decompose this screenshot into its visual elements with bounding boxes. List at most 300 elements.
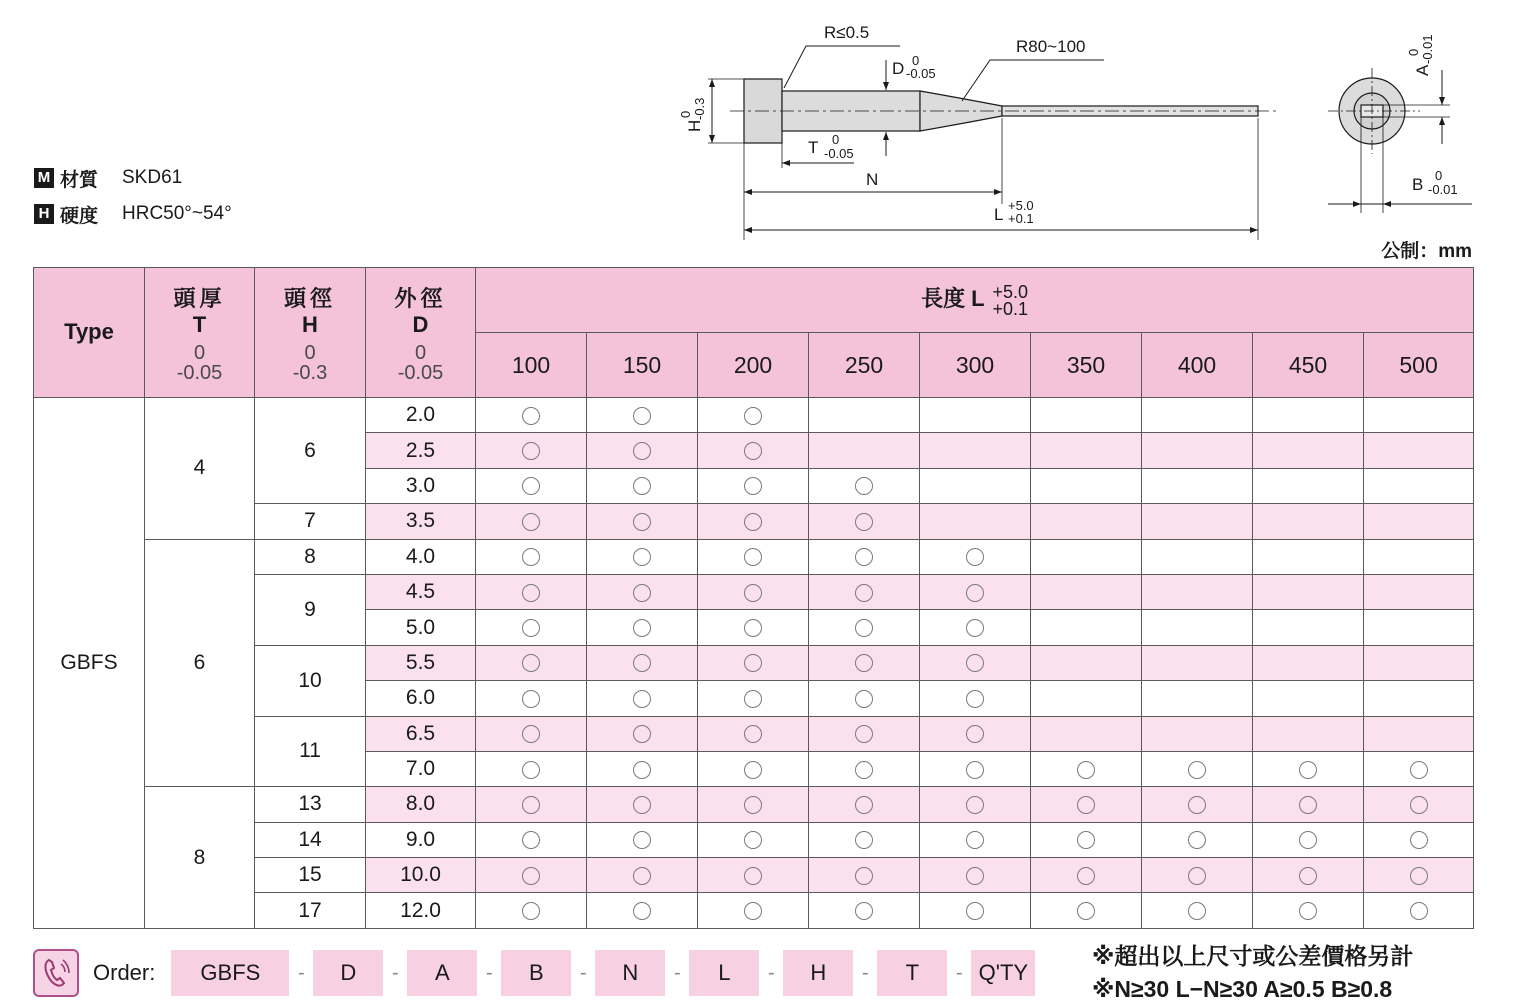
available-circle-icon — [744, 831, 762, 849]
availability-cell — [1253, 433, 1364, 468]
table-row — [34, 398, 1474, 433]
d-cell: 12.0 — [366, 893, 476, 928]
available-circle-icon — [633, 796, 651, 814]
d-header — [366, 268, 476, 398]
available-circle-icon — [633, 548, 651, 566]
d-cell: 6.5 — [366, 716, 476, 751]
available-circle-icon — [966, 725, 984, 743]
technical-drawing — [660, 8, 1520, 248]
d-tol-top: 0 — [912, 53, 920, 68]
r-label: R≤0.5 — [824, 23, 870, 42]
order-field-5: N — [595, 950, 665, 996]
availability-cell — [1364, 681, 1474, 716]
notes — [1092, 940, 1413, 1006]
n-label: N — [866, 170, 879, 189]
a-tol-top: 0 — [1406, 48, 1421, 56]
available-circle-icon — [522, 442, 540, 460]
availability-cell — [1253, 751, 1364, 786]
h-cell: 8 — [255, 539, 366, 574]
availability-cell — [1142, 787, 1253, 822]
length-header-label: 長度 L — [921, 286, 985, 312]
availability-cell — [476, 751, 587, 786]
d-tol-bottom: -0.05 — [397, 362, 444, 384]
availability-cell — [587, 893, 698, 928]
h-cell: 7 — [255, 504, 366, 539]
available-circle-icon — [855, 654, 873, 672]
h-header-label: 頭徑 — [283, 286, 336, 311]
availability-cell — [1142, 504, 1253, 539]
availability-cell — [698, 787, 809, 822]
availability-cell — [1031, 433, 1142, 468]
hardness-label: 硬度 — [60, 205, 99, 227]
length-col-350: 350 — [1031, 333, 1142, 398]
availability-cell — [476, 645, 587, 680]
availability-cell — [1253, 716, 1364, 751]
available-circle-icon — [744, 477, 762, 495]
availability-cell — [1031, 681, 1142, 716]
available-circle-icon — [522, 584, 540, 602]
t-tol-bottom: -0.05 — [824, 146, 854, 161]
availability-cell — [1031, 822, 1142, 857]
availability-cell — [698, 398, 809, 433]
h-header-sym: H — [302, 312, 318, 337]
material-label: 材質 — [60, 169, 99, 191]
availability-cell — [920, 504, 1031, 539]
d-cell: 5.0 — [366, 610, 476, 645]
available-circle-icon — [522, 513, 540, 531]
available-circle-icon — [522, 407, 540, 425]
availability-cell — [476, 822, 587, 857]
available-circle-icon — [855, 902, 873, 920]
available-circle-icon — [1077, 867, 1095, 885]
d-cell: 4.0 — [366, 539, 476, 574]
availability-cell — [809, 787, 920, 822]
table-row — [34, 539, 1474, 574]
availability-cell — [698, 822, 809, 857]
availability-cell — [587, 787, 698, 822]
availability-cell — [587, 681, 698, 716]
availability-cell — [1142, 610, 1253, 645]
length-tol-top: +5.0 — [992, 281, 1029, 302]
d-tol-bottom: -0.05 — [906, 66, 936, 81]
availability-cell — [476, 468, 587, 503]
available-circle-icon — [966, 584, 984, 602]
availability-cell — [476, 858, 587, 893]
d-cell: 4.5 — [366, 574, 476, 609]
available-circle-icon — [633, 584, 651, 602]
available-circle-icon — [855, 831, 873, 849]
available-circle-icon — [966, 619, 984, 637]
h-cell: 6 — [255, 398, 366, 504]
availability-cell — [920, 610, 1031, 645]
availability-cell — [698, 751, 809, 786]
d-label: D — [892, 59, 905, 78]
availability-cell — [809, 398, 920, 433]
table-body — [34, 398, 1474, 929]
t-tol-bottom: -0.05 — [176, 362, 223, 384]
availability-cell — [698, 504, 809, 539]
availability-cell — [1031, 468, 1142, 503]
order-label: Order: — [93, 960, 156, 985]
h-header — [255, 268, 366, 398]
order-dash: - — [392, 961, 399, 984]
availability-cell — [809, 822, 920, 857]
unit-label: 公制：mm — [1381, 241, 1472, 262]
t-tol-top: 0 — [193, 342, 206, 364]
order-dash: - — [956, 961, 963, 984]
availability-cell — [476, 398, 587, 433]
availability-cell — [920, 398, 1031, 433]
availability-cell — [1142, 751, 1253, 786]
h-cell: 10 — [255, 645, 366, 716]
availability-cell — [1142, 433, 1253, 468]
availability-cell — [1253, 610, 1364, 645]
order-row — [33, 948, 1035, 998]
availability-cell — [809, 751, 920, 786]
available-circle-icon — [744, 584, 762, 602]
available-circle-icon — [633, 690, 651, 708]
l-tol-bottom: +0.1 — [1008, 211, 1034, 226]
availability-cell — [1031, 610, 1142, 645]
availability-cell — [1031, 539, 1142, 574]
available-circle-icon — [522, 725, 540, 743]
availability-cell — [1142, 539, 1253, 574]
type-cell: GBFS — [34, 398, 145, 929]
availability-cell — [920, 716, 1031, 751]
available-circle-icon — [633, 867, 651, 885]
available-circle-icon — [966, 831, 984, 849]
available-circle-icon — [633, 831, 651, 849]
order-field-2: D — [313, 950, 383, 996]
available-circle-icon — [744, 513, 762, 531]
t-label: T — [808, 138, 819, 157]
h-cell: 11 — [255, 716, 366, 787]
available-circle-icon — [1299, 831, 1317, 849]
availability-cell — [698, 681, 809, 716]
h-cell: 15 — [255, 858, 366, 893]
length-col-300: 300 — [920, 333, 1031, 398]
availability-cell — [809, 504, 920, 539]
availability-cell — [809, 539, 920, 574]
d-cell: 5.5 — [366, 645, 476, 680]
available-circle-icon — [744, 407, 762, 425]
availability-cell — [587, 645, 698, 680]
t-cell: 4 — [145, 398, 255, 540]
d-cell: 10.0 — [366, 858, 476, 893]
availability-cell — [920, 893, 1031, 928]
available-circle-icon — [855, 619, 873, 637]
order-dash: - — [486, 961, 493, 984]
availability-cell — [587, 398, 698, 433]
d-header-sym: D — [412, 312, 429, 337]
h-cell: 13 — [255, 787, 366, 822]
available-circle-icon — [1188, 831, 1206, 849]
note-line-2: ※N≥30 L−N≥30 A≥0.5 B≥0.8 — [1092, 976, 1393, 1002]
availability-cell — [920, 787, 1031, 822]
availability-cell — [1364, 645, 1474, 680]
t-tol-top: 0 — [832, 132, 840, 147]
available-circle-icon — [855, 548, 873, 566]
availability-cell — [476, 893, 587, 928]
availability-cell — [809, 468, 920, 503]
available-circle-icon — [633, 619, 651, 637]
available-circle-icon — [966, 867, 984, 885]
t-cell: 8 — [145, 787, 255, 929]
d-cell: 2.5 — [366, 433, 476, 468]
order-field-4: B — [501, 950, 571, 996]
h-tol-top: 0 — [304, 342, 316, 364]
availability-cell — [920, 539, 1031, 574]
availability-cell — [476, 539, 587, 574]
material-value: SKD61 — [122, 167, 183, 188]
b-tol-top: 0 — [1435, 168, 1443, 183]
availability-cell — [1364, 858, 1474, 893]
d-cell: 8.0 — [366, 787, 476, 822]
order-dash: - — [580, 961, 587, 984]
h-label: H — [685, 119, 704, 132]
available-circle-icon — [522, 831, 540, 849]
hardness-badge: H — [34, 204, 54, 224]
availability-cell — [1142, 398, 1253, 433]
availability-cell — [476, 610, 587, 645]
a-tol-bottom: -0.01 — [1420, 34, 1435, 64]
available-circle-icon — [744, 867, 762, 885]
d-cell: 3.0 — [366, 468, 476, 503]
availability-cell — [1364, 398, 1474, 433]
availability-cell — [1253, 822, 1364, 857]
length-col-250: 250 — [809, 333, 920, 398]
spec-table — [33, 267, 1474, 929]
available-circle-icon — [522, 477, 540, 495]
available-circle-icon — [1188, 902, 1206, 920]
available-circle-icon — [744, 442, 762, 460]
d-cell: 7.0 — [366, 751, 476, 786]
order-dash: - — [298, 961, 305, 984]
availability-cell — [809, 610, 920, 645]
available-circle-icon — [855, 584, 873, 602]
available-circle-icon — [633, 725, 651, 743]
availability-cell — [920, 645, 1031, 680]
length-col-150: 150 — [587, 333, 698, 398]
availability-cell — [1364, 433, 1474, 468]
availability-cell — [1364, 468, 1474, 503]
available-circle-icon — [1410, 831, 1428, 849]
available-circle-icon — [855, 761, 873, 779]
available-circle-icon — [966, 690, 984, 708]
available-circle-icon — [1077, 831, 1095, 849]
availability-cell — [920, 858, 1031, 893]
l-tol-top: +5.0 — [1008, 198, 1034, 213]
availability-cell — [1031, 858, 1142, 893]
available-circle-icon — [966, 796, 984, 814]
availability-cell — [1364, 822, 1474, 857]
order-field-7: H — [783, 950, 853, 996]
availability-cell — [698, 574, 809, 609]
availability-cell — [920, 751, 1031, 786]
available-circle-icon — [1410, 867, 1428, 885]
available-circle-icon — [633, 442, 651, 460]
availability-cell — [1364, 610, 1474, 645]
availability-cell — [698, 645, 809, 680]
available-circle-icon — [744, 548, 762, 566]
hardness-value: HRC50°~54° — [122, 203, 232, 224]
availability-cell — [476, 787, 587, 822]
availability-cell — [1253, 645, 1364, 680]
d-header-label: 外徑 — [394, 286, 447, 311]
availability-cell — [1031, 716, 1142, 751]
available-circle-icon — [966, 761, 984, 779]
phone-icon — [33, 949, 79, 997]
availability-cell — [698, 468, 809, 503]
availability-cell — [1364, 893, 1474, 928]
available-circle-icon — [1410, 902, 1428, 920]
order-field-9: Q'TY — [971, 950, 1035, 996]
availability-cell — [920, 433, 1031, 468]
availability-cell — [698, 716, 809, 751]
material-row — [34, 160, 232, 196]
note-line-1: ※超出以上尺寸或公差價格另計 — [1092, 943, 1414, 969]
hardness-row — [34, 196, 232, 232]
h-tol-top: 0 — [678, 110, 693, 118]
length-col-450: 450 — [1253, 333, 1364, 398]
available-circle-icon — [1410, 796, 1428, 814]
availability-cell — [1253, 504, 1364, 539]
availability-cell — [1364, 539, 1474, 574]
available-circle-icon — [744, 796, 762, 814]
order-field-8: T — [877, 950, 947, 996]
material-badge: M — [34, 168, 54, 188]
available-circle-icon — [966, 548, 984, 566]
availability-cell — [587, 822, 698, 857]
available-circle-icon — [1410, 761, 1428, 779]
availability-cell — [1142, 645, 1253, 680]
availability-cell — [1364, 751, 1474, 786]
available-circle-icon — [633, 407, 651, 425]
availability-cell — [1253, 681, 1364, 716]
available-circle-icon — [522, 761, 540, 779]
availability-cell — [1253, 893, 1364, 928]
availability-cell — [476, 433, 587, 468]
available-circle-icon — [855, 725, 873, 743]
available-circle-icon — [744, 761, 762, 779]
order-dash: - — [862, 961, 869, 984]
availability-cell — [809, 893, 920, 928]
availability-cell — [809, 681, 920, 716]
order-dash: - — [674, 961, 681, 984]
availability-cell — [1142, 716, 1253, 751]
availability-cell — [476, 574, 587, 609]
availability-cell — [1364, 504, 1474, 539]
available-circle-icon — [522, 654, 540, 672]
d-cell: 2.0 — [366, 398, 476, 433]
available-circle-icon — [855, 513, 873, 531]
available-circle-icon — [744, 902, 762, 920]
availability-cell — [809, 858, 920, 893]
length-col-200: 200 — [698, 333, 809, 398]
available-circle-icon — [966, 654, 984, 672]
availability-cell — [1253, 858, 1364, 893]
available-circle-icon — [522, 619, 540, 637]
available-circle-icon — [744, 619, 762, 637]
h-tol-bottom: -0.3 — [292, 362, 328, 384]
availability-cell — [1253, 539, 1364, 574]
availability-cell — [1031, 893, 1142, 928]
available-circle-icon — [522, 867, 540, 885]
available-circle-icon — [522, 796, 540, 814]
availability-cell — [1031, 504, 1142, 539]
available-circle-icon — [1188, 867, 1206, 885]
h-cell: 9 — [255, 574, 366, 645]
availability-cell — [1142, 822, 1253, 857]
h-tol-bottom: -0.3 — [692, 97, 707, 120]
availability-cell — [698, 539, 809, 574]
available-circle-icon — [1077, 902, 1095, 920]
availability-cell — [809, 433, 920, 468]
availability-cell — [587, 751, 698, 786]
availability-cell — [698, 893, 809, 928]
available-circle-icon — [744, 725, 762, 743]
available-circle-icon — [522, 902, 540, 920]
t-header — [145, 268, 255, 398]
b-label: B — [1412, 175, 1424, 194]
order-fields — [171, 950, 1035, 996]
availability-cell — [809, 645, 920, 680]
available-circle-icon — [633, 761, 651, 779]
d-cell: 6.0 — [366, 681, 476, 716]
availability-cell — [476, 716, 587, 751]
available-circle-icon — [522, 690, 540, 708]
availability-cell — [1253, 468, 1364, 503]
d-cell: 9.0 — [366, 822, 476, 857]
availability-cell — [1142, 681, 1253, 716]
availability-cell — [1031, 645, 1142, 680]
available-circle-icon — [633, 902, 651, 920]
availability-cell — [1142, 574, 1253, 609]
availability-cell — [587, 716, 698, 751]
length-header — [476, 268, 1474, 333]
length-col-400: 400 — [1142, 333, 1253, 398]
length-col-100: 100 — [476, 333, 587, 398]
order-field-3: A — [407, 950, 477, 996]
length-tol-bottom: +0.1 — [992, 298, 1029, 319]
length-col-500: 500 — [1364, 333, 1474, 398]
order-field-1: GBFS — [171, 950, 289, 996]
availability-cell — [587, 468, 698, 503]
available-circle-icon — [855, 690, 873, 708]
available-circle-icon — [744, 690, 762, 708]
material-spec — [34, 160, 232, 232]
type-header: Type — [34, 268, 145, 398]
a-label: A — [1413, 64, 1432, 76]
availability-cell — [920, 574, 1031, 609]
r80-label: R80~100 — [1016, 37, 1086, 56]
availability-cell — [1253, 574, 1364, 609]
b-tol-bottom: -0.01 — [1428, 182, 1458, 197]
available-circle-icon — [744, 654, 762, 672]
availability-cell — [1364, 574, 1474, 609]
available-circle-icon — [1188, 761, 1206, 779]
l-label: L — [994, 205, 1004, 224]
available-circle-icon — [855, 867, 873, 885]
h-cell: 17 — [255, 893, 366, 928]
available-circle-icon — [1299, 761, 1317, 779]
availability-cell — [809, 716, 920, 751]
availability-cell — [920, 822, 1031, 857]
t-header-label: 頭厚 — [173, 286, 226, 311]
available-circle-icon — [1299, 902, 1317, 920]
availability-cell — [1364, 787, 1474, 822]
availability-cell — [698, 610, 809, 645]
